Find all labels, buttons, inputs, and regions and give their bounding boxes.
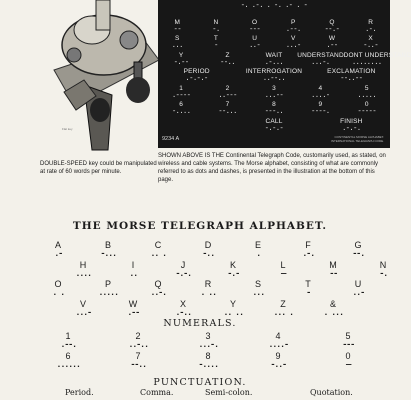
code-entry — [351, 19, 390, 34]
code-signal: ...-. — [198, 340, 218, 350]
code-label: 3 — [205, 331, 211, 341]
code-label: 5 — [345, 331, 351, 341]
code-entry — [343, 51, 411, 67]
plate-number: 9234 A — [162, 136, 180, 142]
code-entry — [204, 52, 250, 67]
code-label: EXCLAMATION — [327, 68, 376, 75]
code-entry — [361, 260, 405, 279]
code-label: O — [252, 18, 258, 26]
code-signal: -.-- — [173, 58, 189, 67]
code-label: 7 — [135, 351, 141, 361]
code-signal: .. . — [150, 249, 166, 259]
code-signal: -. — [379, 268, 387, 279]
code-signal: -.-. — [175, 268, 191, 279]
morse-row — [0, 299, 400, 319]
code-signal: ...-. — [311, 58, 330, 67]
code-signal: ----. — [311, 108, 330, 116]
continental-caption: SHOWN ABOVE IS THE Continental Telegraph Code, customarily used, as stated, on wireless and cable systems. The Morse alphabet, consisting of what are commonly referred to as dots and dashes, is presented in the illustration at the bottom of this page. — [158, 153, 386, 183]
code-entry — [274, 35, 313, 50]
code-entry — [297, 52, 343, 67]
code-label: P — [291, 18, 296, 26]
code-label: V — [79, 298, 86, 309]
code-entry — [44, 351, 92, 370]
code-entry — [235, 19, 274, 34]
code-label: P — [104, 279, 111, 289]
code-label: 5 — [364, 84, 369, 92]
code-signal: -. .-. . -. .- . - — [240, 2, 308, 10]
code-entry — [324, 331, 372, 350]
morse-row — [0, 279, 400, 299]
code-entry — [286, 279, 330, 298]
code-signal: ...... — [56, 360, 80, 370]
code-label: A — [54, 240, 61, 250]
code-label: I — [131, 259, 135, 270]
code-entry — [297, 85, 343, 100]
code-entry — [311, 260, 355, 279]
code-signal: --.. — [220, 58, 235, 67]
code-signal: -- — [329, 268, 337, 279]
code-entry — [197, 19, 236, 34]
code-label: Q — [329, 18, 335, 26]
code-label: C — [154, 240, 162, 250]
code-signal: - — [214, 42, 218, 50]
code-label: T — [305, 279, 311, 289]
code-label: L — [280, 259, 286, 270]
code-entry — [158, 85, 204, 100]
code-label: X — [368, 35, 373, 42]
code-label: DONT UNDERSTAND — [343, 51, 411, 59]
code-label: N — [379, 259, 387, 270]
code-entry — [261, 260, 305, 279]
code-label: 1 — [65, 331, 71, 341]
code-label: CALL — [265, 117, 283, 125]
code-signal: ...- — [285, 42, 301, 50]
code-signal: -..- — [270, 360, 286, 370]
code-label: 7 — [225, 101, 230, 108]
code-signal: ... . — [273, 307, 293, 318]
code-entry — [344, 85, 390, 100]
code-entry — [313, 118, 390, 133]
code-label: S — [254, 279, 261, 289]
code-label: INTERROGATION — [245, 68, 303, 75]
morse-row — [0, 240, 400, 260]
panel-note: CONTINENTAL MORSE ALPHABET. INTERNATIONAL TELEGRAPH CODE. — [331, 135, 384, 143]
code-signal: -.- — [227, 268, 239, 279]
code-signal: .--. — [285, 25, 301, 34]
code-label: 6 — [179, 101, 184, 108]
code-signal: -..- — [363, 42, 379, 50]
code-signal: ----- — [357, 108, 377, 116]
code-signal: ........ — [351, 58, 382, 67]
code-signal: ... — [171, 42, 183, 50]
code-signal: .-- — [326, 42, 338, 50]
code-entry — [311, 299, 355, 318]
code-entry — [235, 68, 312, 83]
punctuation-item: Period. — [65, 388, 94, 397]
code-entry — [204, 85, 250, 100]
code-entry — [86, 240, 130, 259]
code-signal: --..-- — [340, 75, 363, 83]
code-signal: -.-.- — [264, 124, 284, 133]
punctuation-item: Comma. — [140, 388, 174, 397]
code-label: & — [329, 298, 336, 309]
code-signal: -.... — [198, 360, 218, 370]
code-entry — [136, 279, 180, 298]
code-label: U — [354, 279, 362, 289]
code-entry — [236, 240, 280, 259]
code-label: 8 — [205, 351, 211, 361]
punctuation-item: Semi-colon. — [205, 388, 253, 397]
code-entry — [158, 68, 235, 83]
code-label: 6 — [65, 351, 71, 361]
code-entry — [204, 101, 250, 116]
code-entry — [86, 279, 130, 298]
code-label: K — [229, 259, 236, 270]
code-label: U — [252, 35, 258, 42]
punctuation-item: Quotation. — [310, 388, 353, 397]
code-signal: .--. — [60, 340, 76, 350]
code-entry — [313, 19, 352, 34]
illustration-caption-small: Flat key — [62, 127, 73, 131]
code-signal: .-.. — [175, 307, 191, 318]
code-label: FINISH — [340, 117, 363, 125]
code-entry — [313, 68, 390, 83]
code-entry — [114, 351, 162, 370]
code-signal: ..- — [352, 288, 364, 298]
code-label: E — [254, 240, 261, 250]
code-entry — [211, 299, 255, 318]
code-signal: --.- — [324, 25, 340, 34]
code-signal: ....- — [311, 91, 330, 100]
code-label: W — [328, 35, 336, 42]
code-entry — [111, 260, 155, 279]
code-entry — [158, 101, 204, 116]
code-label: 2 — [135, 331, 141, 341]
code-label: Z — [280, 298, 286, 309]
code-entry — [313, 35, 352, 50]
code-label: M — [329, 259, 337, 270]
morse-title: THE MORSE TELEGRAPH ALPHABET. — [72, 220, 328, 232]
code-label: UNDERSTAND — [297, 51, 344, 59]
code-signal: --- — [342, 340, 354, 350]
code-label: T — [213, 35, 219, 42]
code-entry — [114, 331, 162, 350]
code-label: 3 — [272, 84, 276, 92]
code-entry — [336, 279, 380, 298]
code-label: S — [175, 35, 180, 42]
code-label: 4 — [275, 331, 281, 341]
code-entry — [351, 35, 390, 50]
code-entry — [251, 52, 297, 67]
code-entry — [184, 331, 232, 350]
code-label: 0 — [345, 351, 351, 361]
code-label: J — [180, 259, 186, 270]
numerals-heading: NUMERALS. — [163, 318, 237, 329]
code-entry — [44, 331, 92, 350]
code-signal: ..-.. — [128, 340, 148, 350]
code-label: PERIOD — [183, 68, 210, 75]
code-label: R — [368, 18, 374, 26]
code-signal: ..... — [357, 91, 377, 100]
code-signal: ..-. — [150, 288, 166, 298]
code-entry — [235, 118, 312, 133]
code-signal: ..... — [98, 288, 118, 298]
code-entry — [336, 240, 380, 259]
code-entry — [324, 351, 372, 370]
code-signal: .-... — [264, 58, 284, 67]
code-entry — [197, 35, 236, 50]
code-signal: ..--.. — [262, 75, 286, 83]
code-entry — [261, 299, 305, 318]
code-label: N — [213, 18, 219, 26]
code-signal: .-.-.- — [185, 75, 208, 83]
morse-row — [0, 260, 400, 280]
code-signal: -- — [173, 25, 182, 34]
code-entry — [61, 260, 105, 279]
code-entry — [158, 52, 204, 67]
code-signal: .-- — [127, 307, 139, 318]
code-signal: . ... — [323, 307, 343, 318]
code-label: F — [305, 240, 311, 250]
code-signal: . .. — [200, 288, 216, 298]
code-label: H — [79, 259, 87, 270]
code-signal: ....- — [268, 340, 288, 350]
code-label: V — [291, 35, 296, 42]
continental-code-panel — [158, 0, 411, 148]
code-signal: . . — [52, 288, 64, 298]
code-entry — [254, 331, 302, 350]
code-signal: --- — [249, 25, 261, 34]
code-label: W — [128, 298, 138, 309]
code-signal: — — [346, 360, 350, 370]
code-signal: .. — [129, 268, 137, 279]
code-label: 9 — [275, 351, 281, 361]
code-entry — [161, 299, 205, 318]
code-label: O — [54, 279, 62, 289]
code-label: Y — [178, 51, 184, 59]
code-label: WAIT — [265, 51, 283, 59]
code-label: Z — [225, 51, 230, 59]
code-entry — [186, 240, 230, 259]
code-entry — [61, 299, 105, 318]
code-signal: ...-- — [264, 91, 284, 100]
code-entry — [158, 2, 390, 10]
code-label: 9 — [318, 101, 323, 108]
code-signal: .- — [54, 249, 62, 259]
code-entry — [211, 260, 255, 279]
code-signal: --... — [218, 108, 237, 116]
code-signal: ..- — [249, 42, 261, 50]
code-signal: ---.. — [264, 108, 284, 116]
code-signal: .-. — [302, 249, 314, 259]
code-entry — [36, 279, 80, 298]
telegraph-key-illustration — [34, 0, 164, 152]
code-entry — [254, 351, 302, 370]
code-signal: .-. — [365, 25, 377, 34]
code-label: B — [104, 240, 111, 250]
code-label: 2 — [225, 84, 230, 92]
code-signal: ... — [252, 288, 264, 298]
code-signal: .... — [75, 268, 91, 279]
code-label: G — [354, 240, 362, 250]
code-label: Q — [154, 279, 162, 289]
code-label: 8 — [272, 101, 276, 108]
code-signal: -.. — [202, 249, 214, 259]
code-entry — [236, 279, 280, 298]
code-entry — [36, 240, 80, 259]
code-signal: .. .. — [223, 307, 243, 318]
code-signal: -. — [212, 25, 220, 34]
code-label: 1 — [179, 84, 184, 92]
code-entry — [297, 101, 343, 116]
key-caption: DOUBLE-SPEED key could be manipulated at rate of 60 words per minute. — [40, 161, 157, 175]
code-signal: . — [256, 249, 260, 259]
code-signal: - — [306, 288, 310, 298]
code-entry — [251, 101, 297, 116]
code-label: D — [204, 240, 212, 250]
numeral-row — [0, 331, 400, 353]
code-entry — [274, 19, 313, 34]
code-entry — [161, 260, 205, 279]
code-entry — [186, 279, 230, 298]
code-label: 0 — [364, 101, 369, 108]
punctuation-heading: PUNCTUATION. — [153, 377, 247, 388]
code-label: Y — [229, 298, 236, 309]
code-entry — [184, 351, 232, 370]
code-label: R — [204, 279, 212, 289]
code-entry — [235, 35, 274, 50]
code-label: 4 — [318, 84, 323, 92]
code-entry — [158, 35, 197, 50]
code-entry — [136, 240, 180, 259]
code-signal: --.. — [130, 360, 146, 370]
code-signal: ...- — [75, 307, 91, 318]
code-signal: — — [281, 268, 285, 279]
code-entry — [286, 240, 330, 259]
code-entry — [111, 299, 155, 318]
code-signal: -.... — [171, 108, 191, 116]
code-label: X — [179, 298, 186, 309]
code-signal: -... — [100, 249, 116, 259]
code-label: M — [174, 18, 181, 26]
code-signal: .---- — [171, 91, 191, 100]
code-entry — [251, 85, 297, 100]
code-entry — [158, 19, 197, 34]
numeral-row — [0, 351, 400, 373]
code-entry — [344, 101, 390, 116]
code-signal: --. — [352, 249, 364, 259]
code-signal: ..--- — [218, 91, 237, 100]
code-signal: .-.-. — [342, 124, 361, 133]
